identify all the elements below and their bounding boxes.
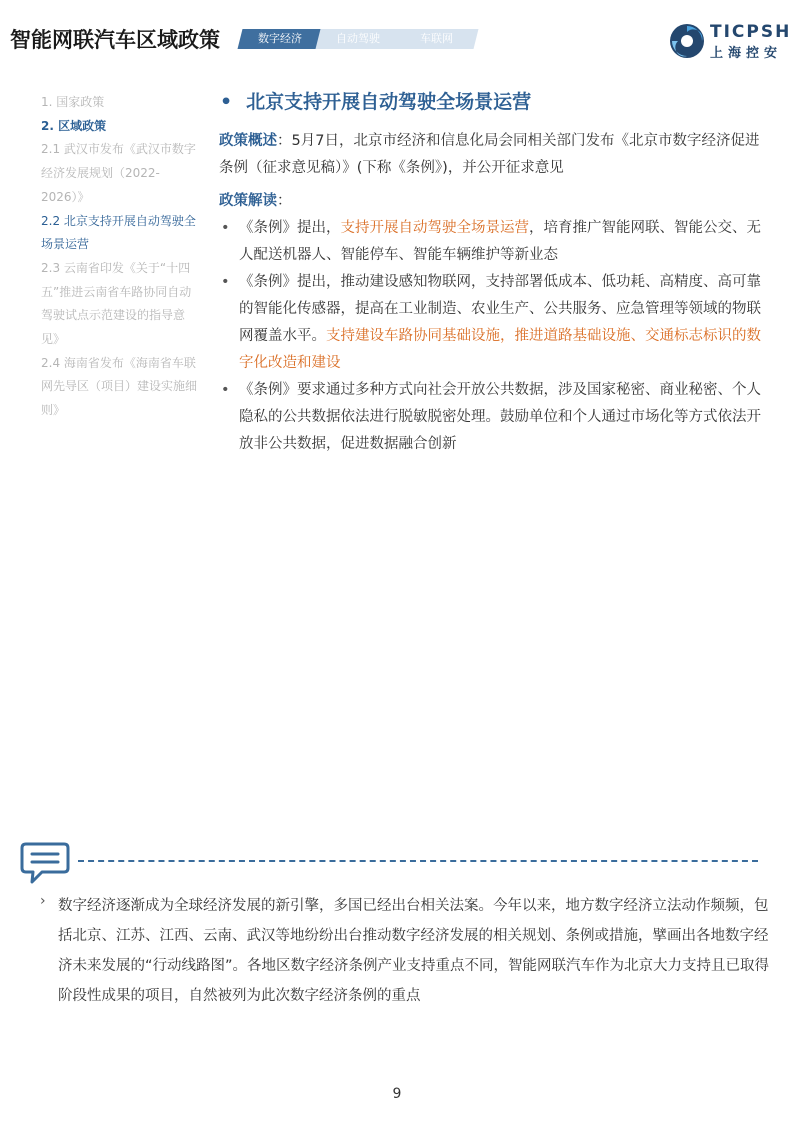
- policy-interpretation-heading: [219, 188, 764, 215]
- section-title: [220, 87, 531, 114]
- bullet-text: 《条例》要求通过多种方式向社会开放公共数据，涉及国家秘密、商业秘密、个人隐私的公共数据依法进行脱敏脱密处理。鼓励单位和个人通过市场化等方式依法开放非公共数据，促进数据融合创新: [239, 382, 761, 452]
- tab-label: 车联网: [419, 32, 453, 45]
- bullet-item: [219, 269, 764, 377]
- chat-bubble-icon: [20, 840, 70, 886]
- toc-item-regional-policy[interactable]: 2. 区域政策: [41, 118, 107, 133]
- bullet-item: [219, 215, 764, 269]
- interpretation-label: 政策解读: [219, 193, 277, 209]
- bullet-highlight: 支持建设车路协同基础设施，推进道路基础设施、交通标志标识的数字化改造和建设: [239, 328, 761, 371]
- chevron-right-icon: ›: [40, 893, 46, 909]
- policy-overview: [219, 128, 764, 182]
- interpretation-colon: ：: [277, 193, 292, 209]
- title-bullet: •: [220, 91, 233, 113]
- table-of-contents: [41, 91, 201, 423]
- toc-item-yunnan[interactable]: 2.3 云南省印发《关于“十四五”推进云南省车路协同自动驾驶试点示范建设的指导意见》: [41, 260, 192, 347]
- toc-item-beijing[interactable]: 2.2 北京支持开展自动驾驶全场景运营: [41, 213, 196, 252]
- toc-item-wuhan[interactable]: 2.1 武汉市发布《武汉市数字经济发展规划（2022-2026）》: [41, 142, 196, 204]
- overview-text: ：5月7日，北京市经济和信息化局会同相关部门发布《北京市数字经济促进条例（征求意见稿）》(下称《条例》)，并公开征求意见: [219, 133, 760, 176]
- tab-digital-economy[interactable]: [238, 29, 323, 49]
- toc-item-national-policy[interactable]: 1. 国家政策: [41, 95, 105, 109]
- logo-text-latin: TICPSH: [710, 22, 792, 42]
- bullet-text: ，培育推广智能网联、智能公交、无人配送机器人、智能停车、智能车辆维护等新业态: [239, 220, 761, 263]
- tab-autonomous-driving[interactable]: [316, 29, 401, 49]
- section-title-text: 北京支持开展自动驾驶全场景运营: [246, 91, 532, 113]
- overview-label: 政策概述: [219, 133, 277, 149]
- toc-item-hainan[interactable]: 2.4 海南省发布《海南省车联网先导区（项目）建设实施细则》: [41, 355, 198, 418]
- page-number: 9: [392, 1086, 402, 1102]
- bullet-text: 《条例》提出，: [239, 220, 341, 236]
- bullet-item: [219, 377, 764, 458]
- tab-label: 自动驾驶: [336, 32, 380, 45]
- dashed-divider: [78, 860, 758, 862]
- logo-text-chinese: 上海控安: [710, 46, 783, 61]
- logo-swirl-icon: [668, 22, 706, 60]
- summary-note: 数字经济逐渐成为全球经济发展的新引擎，多国已经出台相关法案。今年以来，地方数字经济立法动作频频，包括北京、江苏、江西、云南、武汉等地纷纷出台推动数字经济发展的相关规划、条例或措施，擘画出各地数字经济未来发展的“行动线路图”。各地区数字经济条例产业支持重点不同，智能网联汽车作为北京大力支持且已取得阶段性成果的项目，自然被列为此次数字经济条例的重点: [58, 898, 770, 1004]
- bullet-text: 《条例》提出，推动建设感知物联网，支持部署低成本、低功耗、高精度、高可靠的智能化传感器，提高在工业制造、农业生产、公共服务、应急管理等领域的物联网覆盖水平。: [239, 274, 761, 344]
- page-header-title: 智能网联汽车区域政策: [10, 28, 220, 52]
- bullet-highlight: 支持开展自动驾驶全场景运营: [340, 220, 529, 236]
- main-content: [219, 128, 764, 458]
- tab-label: 数字经济: [258, 32, 302, 45]
- company-logo: [668, 22, 792, 62]
- tab-connected-vehicles[interactable]: [394, 29, 479, 49]
